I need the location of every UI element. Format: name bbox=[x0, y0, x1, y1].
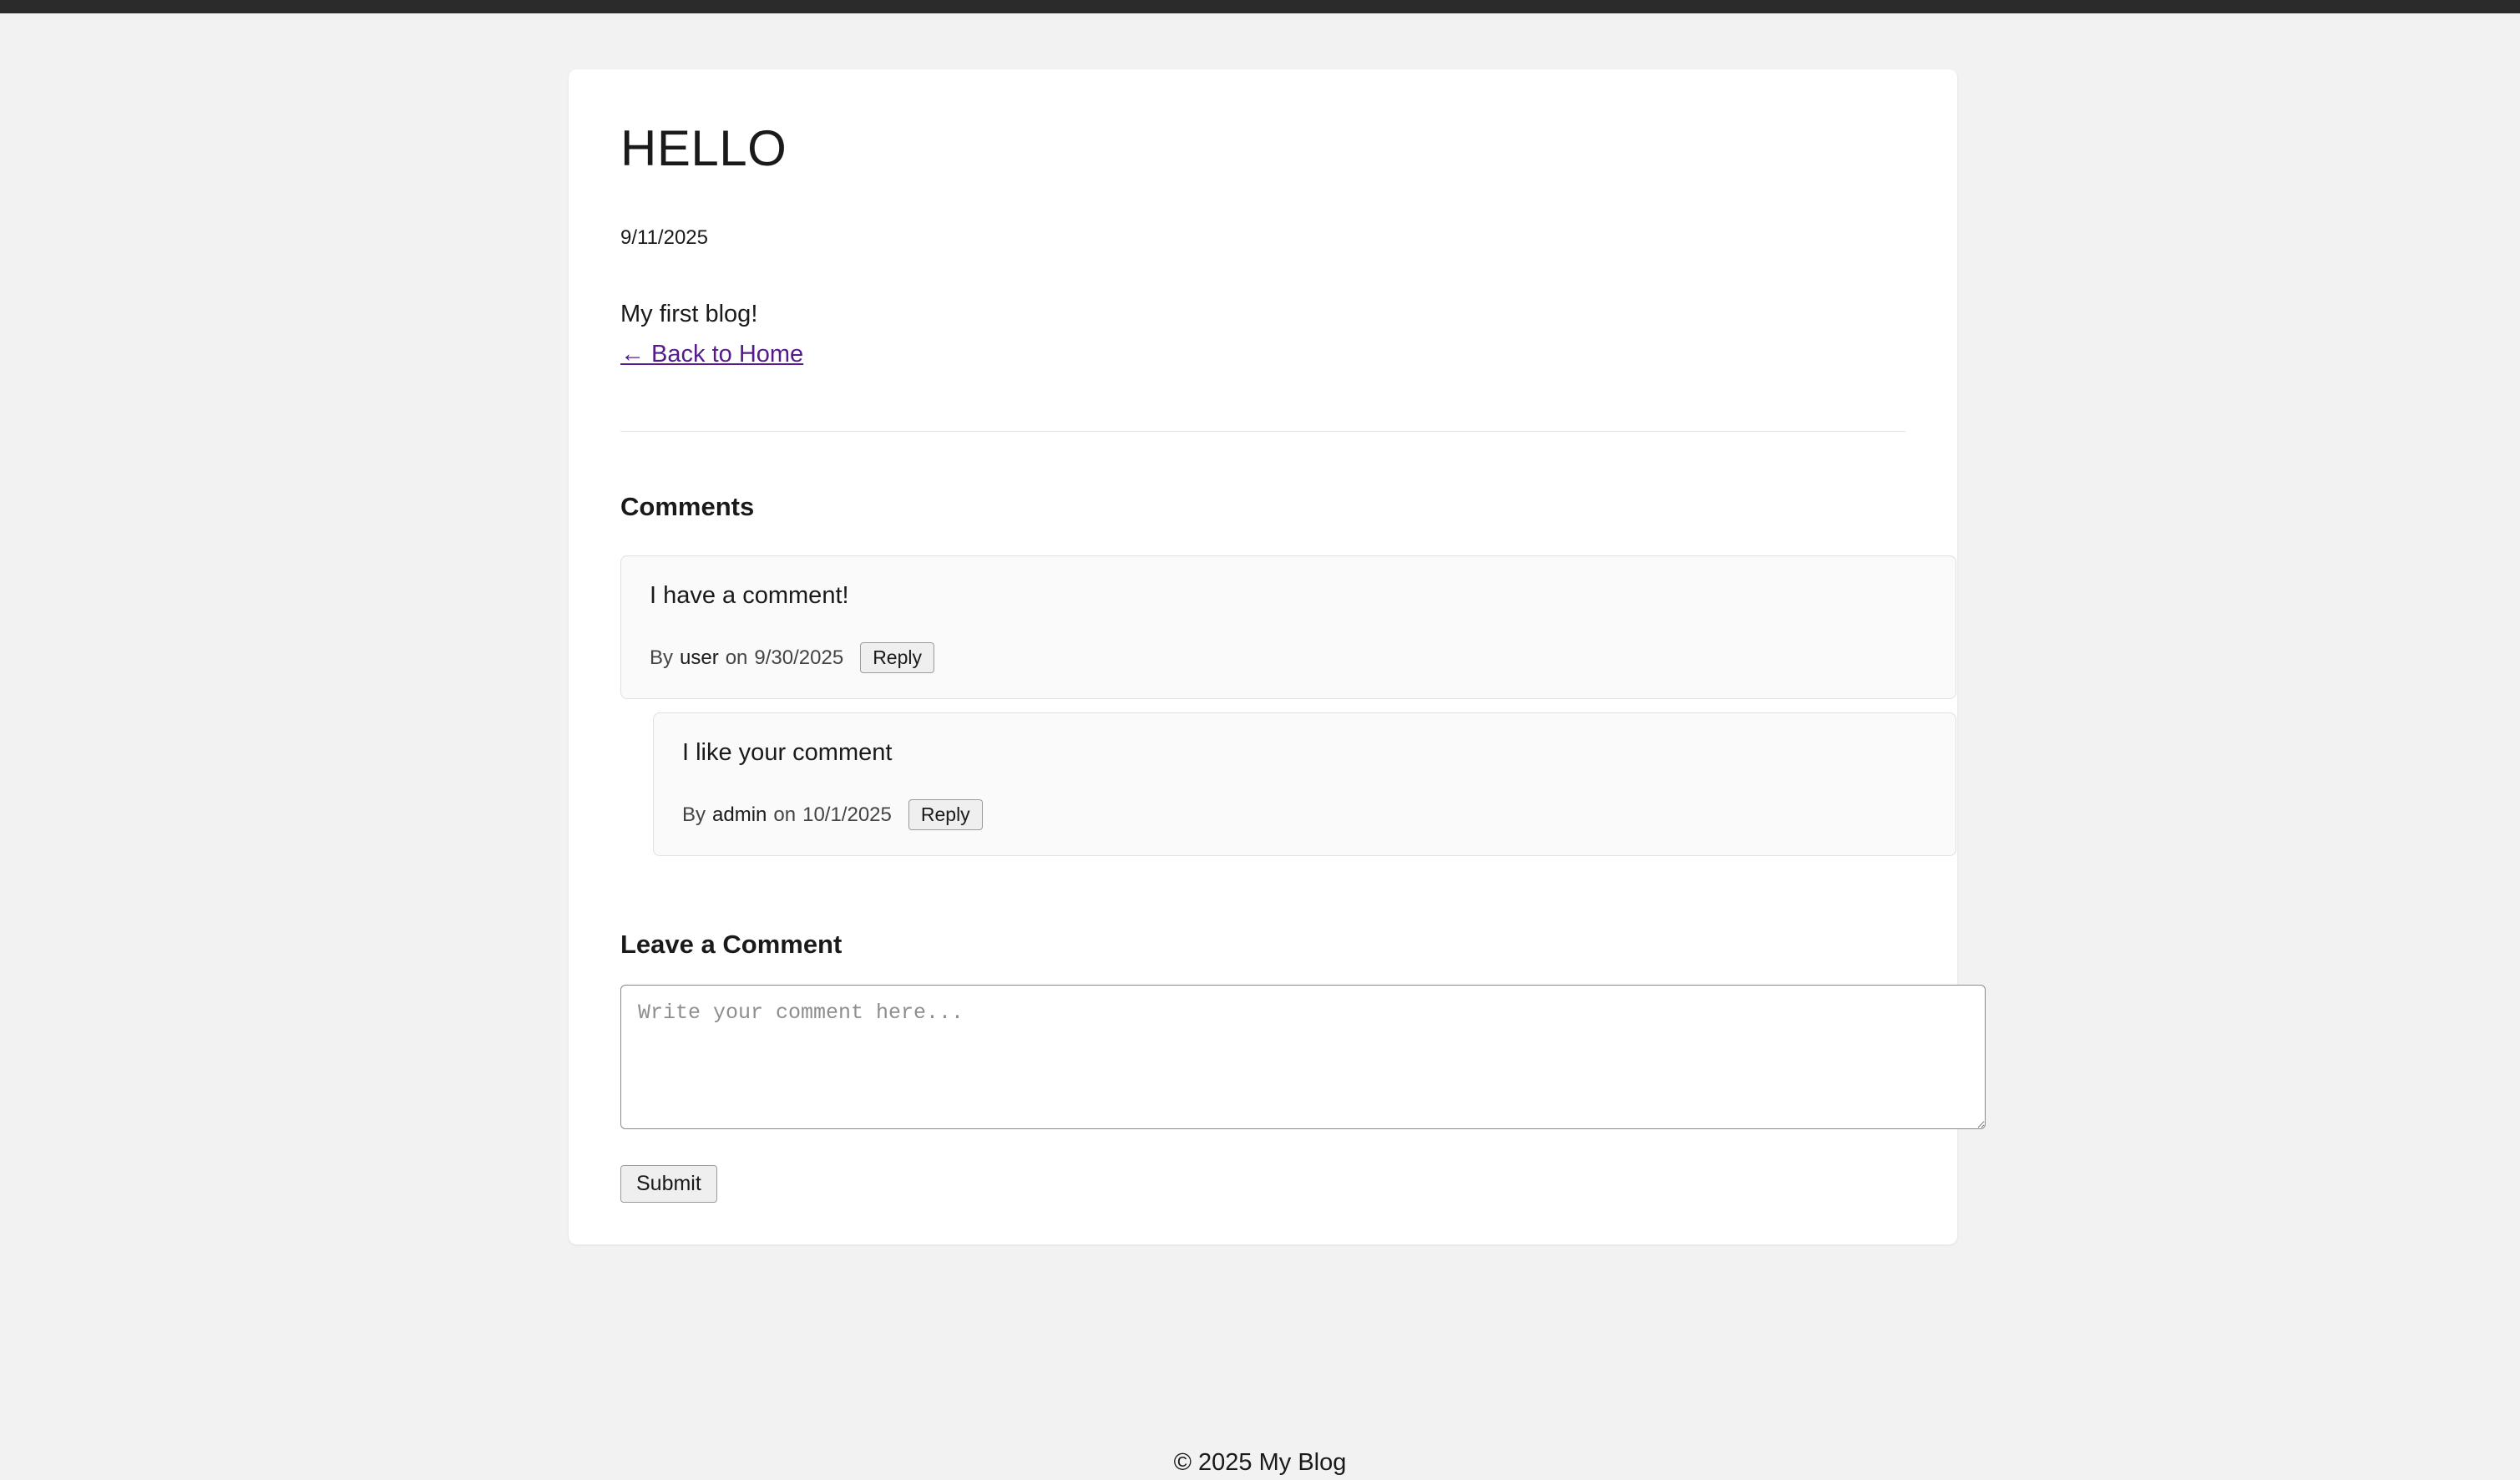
comment-on-label: on bbox=[725, 646, 748, 669]
browser-chrome-bar bbox=[0, 0, 2520, 13]
comment-text: I have a comment! bbox=[650, 582, 849, 610]
post-date: 9/11/2025 bbox=[620, 226, 708, 249]
submit-row bbox=[620, 1129, 1905, 1203]
comment-meta bbox=[682, 799, 1927, 830]
page-title: HELLO bbox=[620, 120, 787, 176]
comment-date: 9/30/2025 bbox=[754, 646, 844, 669]
comment-item-reply bbox=[653, 712, 1956, 856]
post-card-inner bbox=[569, 69, 1957, 1244]
comment-text: I like your comment bbox=[682, 739, 893, 767]
site-footer: © 2025 My Blog bbox=[1173, 1449, 1347, 1476]
comment-meta bbox=[650, 642, 1927, 673]
leave-comment-heading: Leave a Comment bbox=[620, 930, 843, 960]
reply-button[interactable]: Reply bbox=[908, 799, 983, 830]
back-to-home-link[interactable]: ← Back to Home bbox=[620, 341, 804, 368]
comment-by-label: By bbox=[682, 803, 706, 826]
comment-by-label: By bbox=[650, 646, 674, 669]
comment-author: user bbox=[680, 646, 719, 669]
reply-button[interactable]: Reply bbox=[860, 642, 934, 673]
section-divider bbox=[620, 431, 1905, 432]
post-body: My first blog! bbox=[620, 301, 758, 327]
comment-date: 10/1/2025 bbox=[802, 803, 892, 826]
comment-input[interactable] bbox=[620, 985, 1986, 1129]
comments-heading: Comments bbox=[620, 492, 755, 522]
submit-button[interactable]: Submit bbox=[620, 1165, 717, 1203]
comment-on-label: on bbox=[773, 803, 797, 826]
comment-author: admin bbox=[712, 803, 767, 826]
comment-item bbox=[620, 555, 1956, 699]
post-card bbox=[569, 69, 1957, 1244]
